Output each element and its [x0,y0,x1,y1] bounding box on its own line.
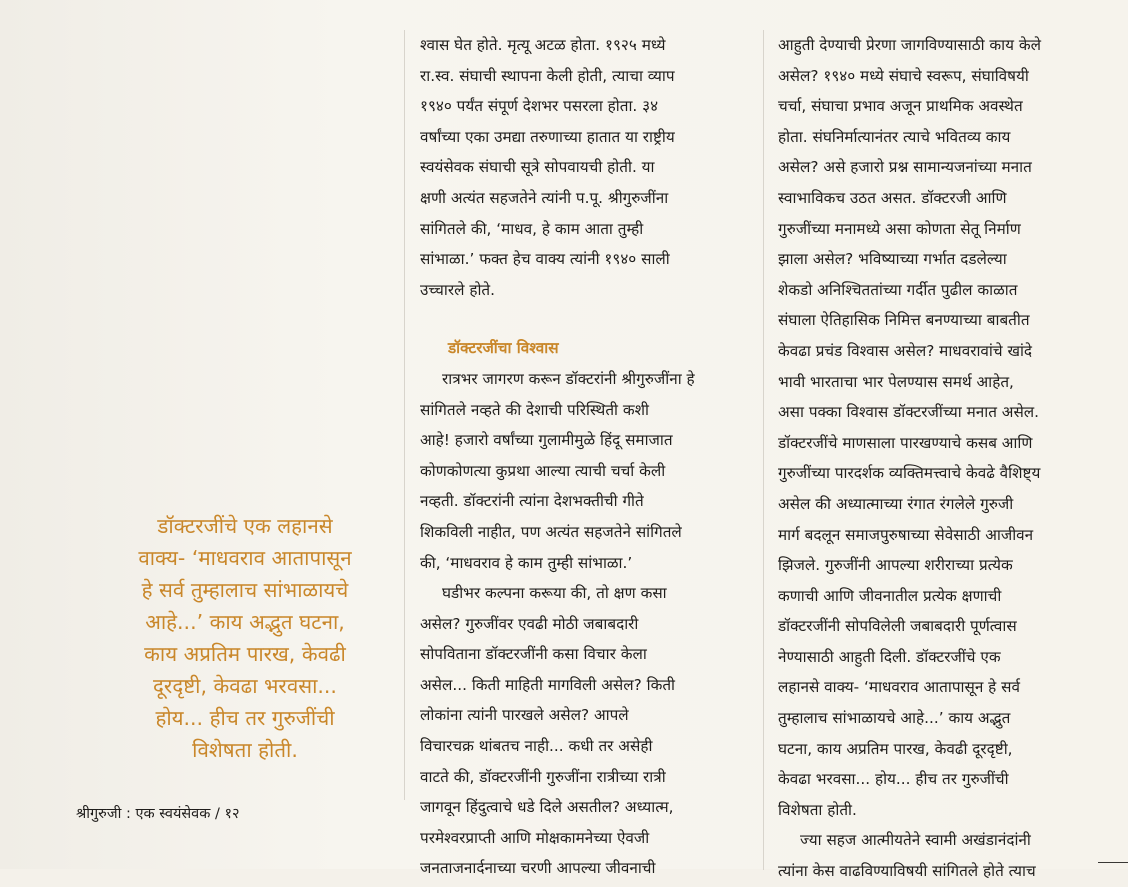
text-line: स्वाभाविकच उठत असत. डॉक्टरजी आणि [778,188,1007,207]
text-column-left [420,30,750,884]
text-line: असा पक्का विश्वास डॉक्टरजींच्या मनात असेल. [778,403,1040,422]
text-line: क्षणी अत्यंत सहजतेने त्यांनी प.पू. श्रीगुरुजींना [420,188,669,207]
column-divider [404,30,405,800]
pull-quote-line: डॉक्टरजींचे एक लहानसे [157,514,333,538]
text-line: होता. संघनिर्मात्यानंतर त्याचे भवितव्य काय [778,127,1011,146]
paragraph [420,364,750,578]
text-line: वर्षांच्या एका उमद्या तरुणाच्या हातात या राष्ट्रीय [420,127,675,146]
text-line: की, ‘माधवराव हे काम तुम्ही सांभाळा.’ [420,553,633,572]
text-line: सांगितले की, ‘माधव, हे काम आता तुम्ही [420,219,644,238]
text-line: केवढा भरवसा... होय... हीच तर गुरुजींची [778,770,1009,789]
text-line: नव्हती. डॉक्टरांनी त्यांना देशभक्तीची गीते [420,492,644,511]
section-heading: डॉक्टरजींचा विश्वास [448,339,559,358]
pull-quote-line: विशेषता होती. [192,738,298,762]
text-line: तुम्हालाच सांभाळायचे आहे...’ काय अद्भुत [778,709,1011,728]
text-line: डॉक्टरजींनी सोपविलेली जबाबदारी पूर्णत्वास [778,617,1017,636]
pull-quote-line: होय... हीच तर गुरुजींची [155,706,335,730]
text-line: शिकविली नाहीत, पण अत्यंत सहजतेने सांगितले [420,522,682,541]
text-line: जागवून हिंदुत्वाचे धडे दिले असतील? अध्यात्म, [420,798,674,817]
paragraph [778,825,1118,886]
paragraph [420,578,750,884]
text-line: असेल... किती माहिती मागविली असेल? किती [420,675,675,694]
text-line: असेल? गुरुजींवर एवढी मोठी जबाबदारी [420,614,639,633]
text-line: १९४० पर्यंत संपूर्ण देशभर पसरला होता. ३४ [420,97,659,116]
text-line: झाला असेल? भविष्याच्या गर्भात दडलेल्या [778,250,1007,269]
text-line: असेल? १९४० मध्ये संघाचे स्वरूप, संघाविषयी [778,66,1029,85]
text-line: गुरुजींच्या पारदर्शक व्यक्तिमत्त्वाचे केवढे वैशिष्ट्य [778,464,1041,483]
page-footer: श्रीगुरुजी : एक स्वयंसेवक / १२ [76,806,240,822]
text-line: सांगितले नव्हते की देशाची परिस्थिती कशी [420,400,649,419]
pull-quote-line: हे सर्व तुम्हालाच सांभाळायचे [141,578,349,602]
text-line: त्यांना केस वाढविण्याविषयी सांगितले होते त्याच [778,862,1036,881]
text-line: असेल की अध्यात्माच्या रंगात रंगलेले गुरुजी [778,494,1014,513]
text-line: झिजले. गुरुजींनी आपल्या शरीराच्या प्रत्येक [778,556,1013,575]
text-line: गुरुजींच्या मनामध्ये असा कोणता सेतू निर्माण [778,219,1021,238]
text-line: डॉक्टरजींचे माणसाला पारखण्याचे कसब आणि [778,433,1033,452]
pull-quote-line: काय अप्रतिम पारख, केवढी [144,642,346,666]
text-line: रात्रभर जागरण करून डॉक्टरांनी श्रीगुरुजींना हे [442,369,695,388]
text-line: घटना, काय अप्रतिम पारख, केवढी दूरदृष्टी, [778,739,1013,758]
text-line: आहुती देण्याची प्रेरणा जागविण्यासाठी काय केले [778,36,1041,54]
text-line: स्वयंसेवक संघाची सूत्रे सोपवायची होती. या [420,158,655,177]
text-line: विचारचक्र थांबतच नाही... कधी तर असेही [420,737,653,756]
text-line: कोणकोणत्या कुप्रथा आल्या त्याची चर्चा केली [420,461,666,480]
column-divider [763,30,764,870]
text-line: श्वास घेत होते. मृत्यू अटळ होता. १९२५ मध्ये [420,36,666,54]
text-line: रा.स्व. संघाची स्थापना केली होती, त्याचा व्याप [420,66,675,85]
text-line: लोकांना त्यांनी पारखले असेल? आपले [420,706,629,725]
spacer [420,305,750,333]
text-line: वाटते की, डॉक्टरजींनी गुरुजींना रात्रीच्या रात्री [420,767,666,786]
text-line: शेकडो अनिश्चिततांच्या गर्दीत पुढील काळात [778,280,1018,299]
pull-quote [95,510,395,766]
pull-quote-line: आहे...’ काय अद्भुत घटना, [145,610,345,634]
text-line: नेण्यासाठी आहुती दिली. डॉक्टरजींचे एक [778,647,1001,666]
pull-quote-line: दूरदृष्टी, केवढा भरवसा... [153,674,337,698]
text-line: लहानसे वाक्य- ‘माधवराव आतापासून हे सर्व [778,678,1021,697]
paragraph [778,30,1118,825]
text-line: संघाला ऐतिहासिक निमित्त बनण्याच्या बाबतीत [778,311,1030,330]
text-line: ज्या सहज आत्मीयतेने स्वामी अखंडानंदांनी [800,831,1031,850]
text-line: भावी भारताचा भार पेलण्यास समर्थ आहेत, [778,372,1014,391]
text-column-right [778,30,1118,887]
text-line: सोपविताना डॉक्टरजींनी कसा विचार केला [420,645,647,664]
text-line: आहे! हजारो वर्षांच्या गुलामीमुळे हिंदू समाजात [420,431,673,450]
text-line: चर्चा, संघाचा प्रभाव अजून प्राथमिक अवस्थेत [778,97,1023,116]
paragraph [420,30,750,305]
text-line: केवढा प्रचंड विश्वास असेल? माधवरावांचे खांदे [778,341,1033,360]
text-line: परमेश्वरप्राप्ती आणि मोक्षकामनेच्या ऐवजी [420,828,650,847]
text-line: कणाची आणि जीवनातील प्रत्येक क्षणाची [778,586,1002,605]
text-line: असेल? असे हजारो प्रश्न सामान्यजनांच्या मनात [778,158,1032,177]
edge-rule [1098,862,1128,863]
pull-quote-line: वाक्य- ‘माधवराव आतापासून [138,546,352,570]
text-line: जनताजनार्दनाच्या चरणी आपल्या जीवनाची [420,859,656,878]
text-line: घडीभर कल्पना करूया की, तो क्षण कसा [442,584,667,603]
text-line: उच्चारले होते. [420,280,495,299]
text-line: विशेषता होती. [778,800,857,819]
text-line: मार्ग बदलून समाजपुरुषाच्या सेवेसाठी आजीवन [778,525,1034,544]
text-line: सांभाळा.’ फक्त हेच वाक्य त्यांनी १९४० साली [420,250,670,269]
